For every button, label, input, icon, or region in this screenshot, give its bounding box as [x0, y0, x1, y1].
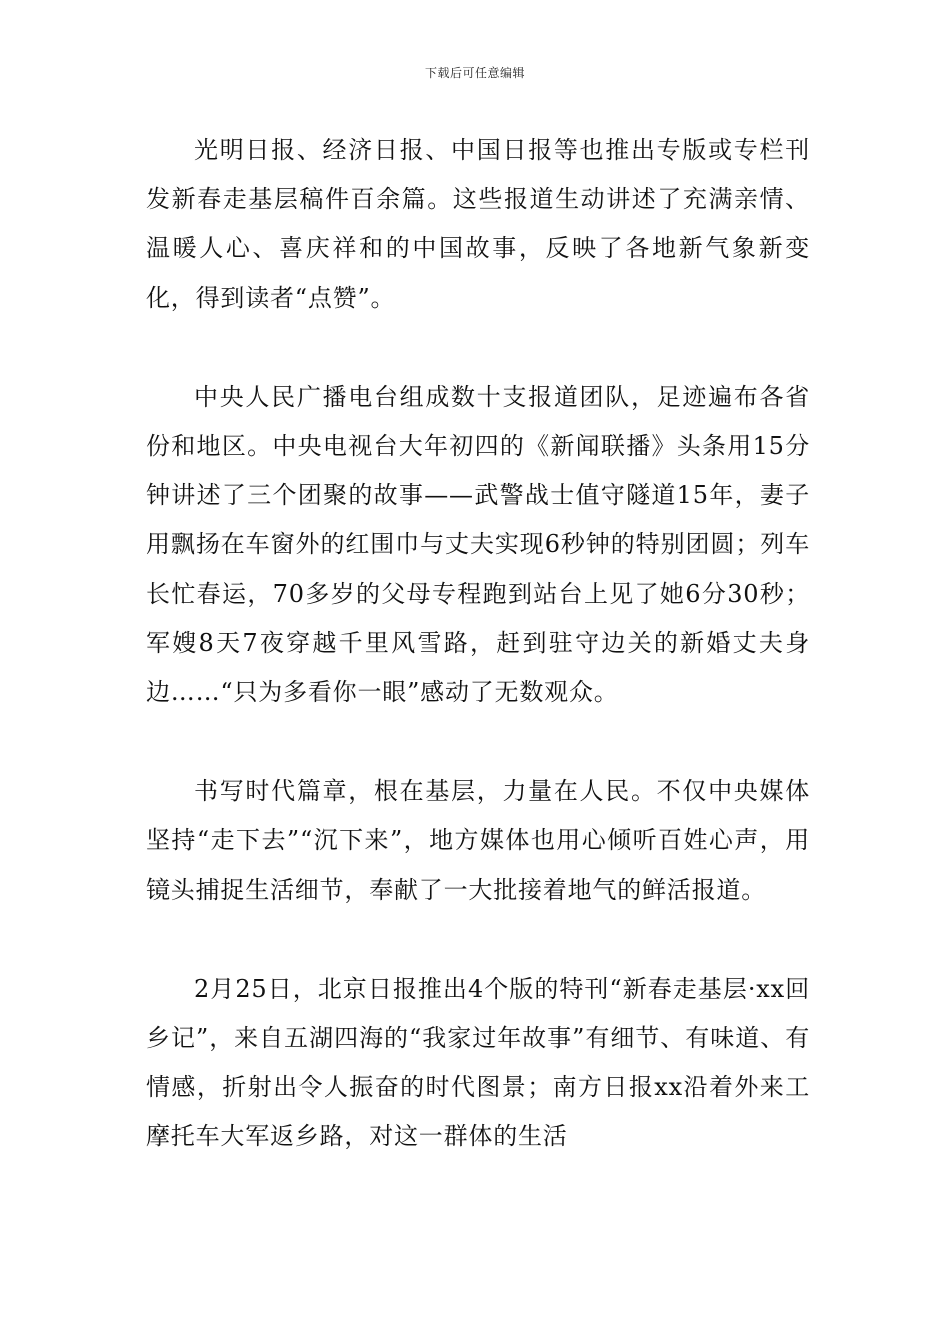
paragraph-4: 2月25日，北京日报推出4个版的特刊“新春走基层·xx回乡记”，来自五湖四海的“我家过年故事”有细节、有味道、有情感，折射出令人振奋的时代图景；南方日报xx沿着外来工摩托车大军返乡路，对这一群体的生活 — [146, 974, 810, 1151]
page-header: 下载后可任意编辑 — [424, 66, 525, 80]
paragraph-2: 中央人民广播电台组成数十支报道团队，足迹遍布各省份和地区。中央电视台大年初四的《新闻联播》头条用15分钟讲述了三个团聚的故事——武警战士值守隧道15年，妻子用飘扬在车窗外的红围巾与丈夫实现6秒钟的特别团圆；列车长忙春运，70多岁的父母专程跑到站台上见了她6分30秒；军嫂8天7夜穿越千里风雪路，赶到驻守边关的新婚丈夫身边……“只为多看你一眼”感动了无数观众。 — [146, 382, 810, 707]
paragraph-3: 书写时代篇章，根在基层，力量在人民。不仅中央媒体坚持“走下去”“沉下来”，地方媒体也用心倾听百姓心声，用镜头捕捉生活细节，奉献了一大批接着地气的鲜活报道。 — [146, 777, 810, 904]
paragraph-1: 光明日报、经济日报、中国日报等也推出专版或专栏刊发新春走基层稿件百余篇。这些报道生动讲述了充满亲情、温暖人心、喜庆祥和的中国故事，反映了各地新气象新变化，得到读者“点赞”。 — [146, 136, 810, 312]
document-body — [146, 126, 810, 1212]
